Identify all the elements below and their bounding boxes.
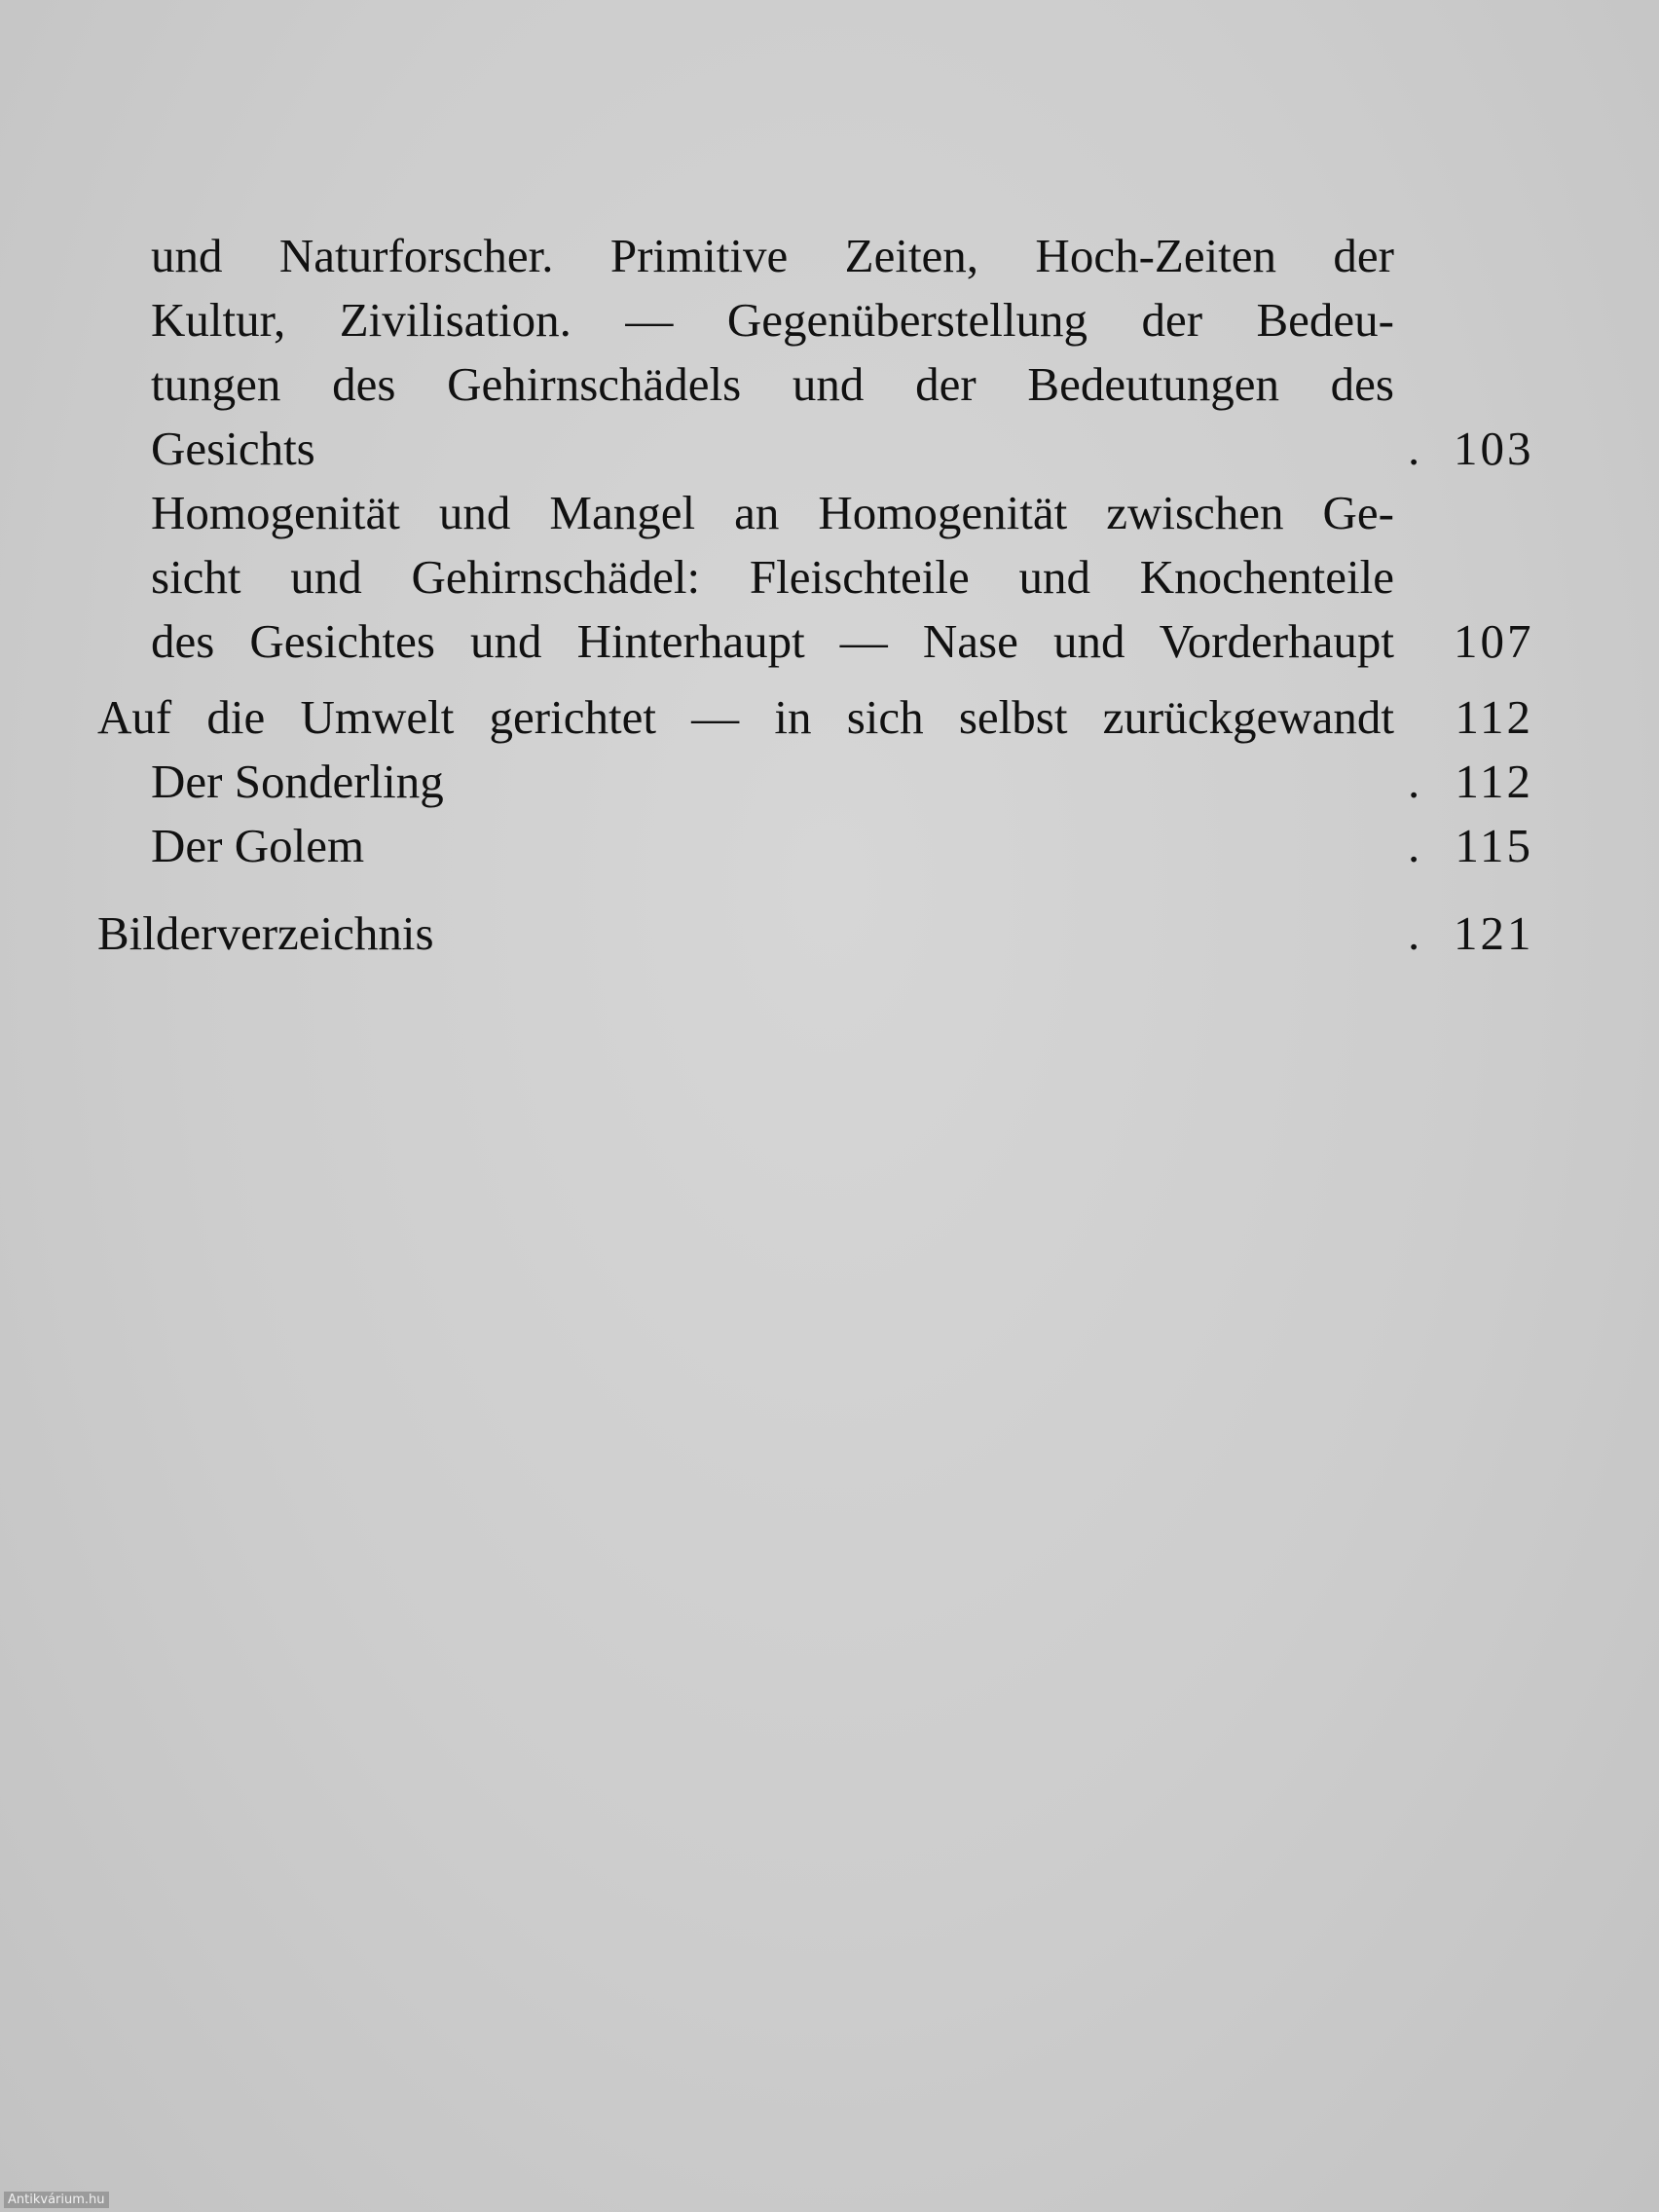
page-number: 115 xyxy=(1455,819,1533,872)
toc-entry-line xyxy=(151,288,1533,352)
toc-entry-text: Homogenität und Mangel an Homogenität zwischen Ge- xyxy=(151,486,1394,539)
dot-leader xyxy=(1394,417,1440,481)
toc-entry-line xyxy=(151,609,1533,674)
toc-entry-text: und Naturforscher. Primitive Zeiten, Hoch-Zeiten der xyxy=(151,229,1394,282)
toc-entry-line xyxy=(151,352,1533,417)
watermark: Antikvárium.hu xyxy=(4,2192,109,2208)
toc-entry-text: des Gesichtes und Hinterhaupt — Nase und Vorderhaupt xyxy=(151,614,1394,668)
toc-entry-text: Gesichts xyxy=(151,422,315,475)
toc-entry-text: Der Sonderling xyxy=(151,755,444,808)
toc-entry-line xyxy=(151,750,1533,814)
toc-entry-line xyxy=(151,814,1533,878)
dot-leader xyxy=(1394,814,1440,878)
toc-entry-text: Auf die Umwelt gerichtet — in sich selbst zurückgewandt xyxy=(97,690,1394,744)
page-number: 107 xyxy=(1454,614,1534,668)
page-number: 112 xyxy=(1455,690,1533,744)
toc-entry xyxy=(151,750,1533,814)
toc-entry xyxy=(97,902,1533,966)
toc-entry-text: Kultur, Zivilisation. — Gegenüberstellung der Bedeu- xyxy=(151,293,1394,347)
toc-entry-line xyxy=(151,224,1533,288)
toc-entry-text: Der Golem xyxy=(151,819,365,872)
page-number: 112 xyxy=(1455,755,1533,808)
toc-entry xyxy=(151,224,1533,481)
dot-leader xyxy=(1394,750,1440,814)
toc-entry-line xyxy=(151,545,1533,609)
toc-entry-text: sicht und Gehirnschädel: Fleischteile und Knochenteile xyxy=(151,550,1394,604)
toc-entry-line xyxy=(97,902,1533,966)
toc-entry xyxy=(97,685,1533,750)
toc-entry-line xyxy=(151,417,1533,481)
toc-entry-line xyxy=(97,685,1533,750)
toc-entry-line xyxy=(151,481,1533,545)
toc-entry-text: tungen des Gehirnschädels und der Bedeutungen des xyxy=(151,357,1394,411)
page-number: 103 xyxy=(1454,422,1534,475)
dot-leader xyxy=(1394,902,1440,966)
toc-entry xyxy=(151,814,1533,878)
page-number: 121 xyxy=(1454,906,1534,960)
toc-entry-text: Bilderverzeichnis xyxy=(97,906,434,960)
toc-entry xyxy=(151,481,1533,674)
